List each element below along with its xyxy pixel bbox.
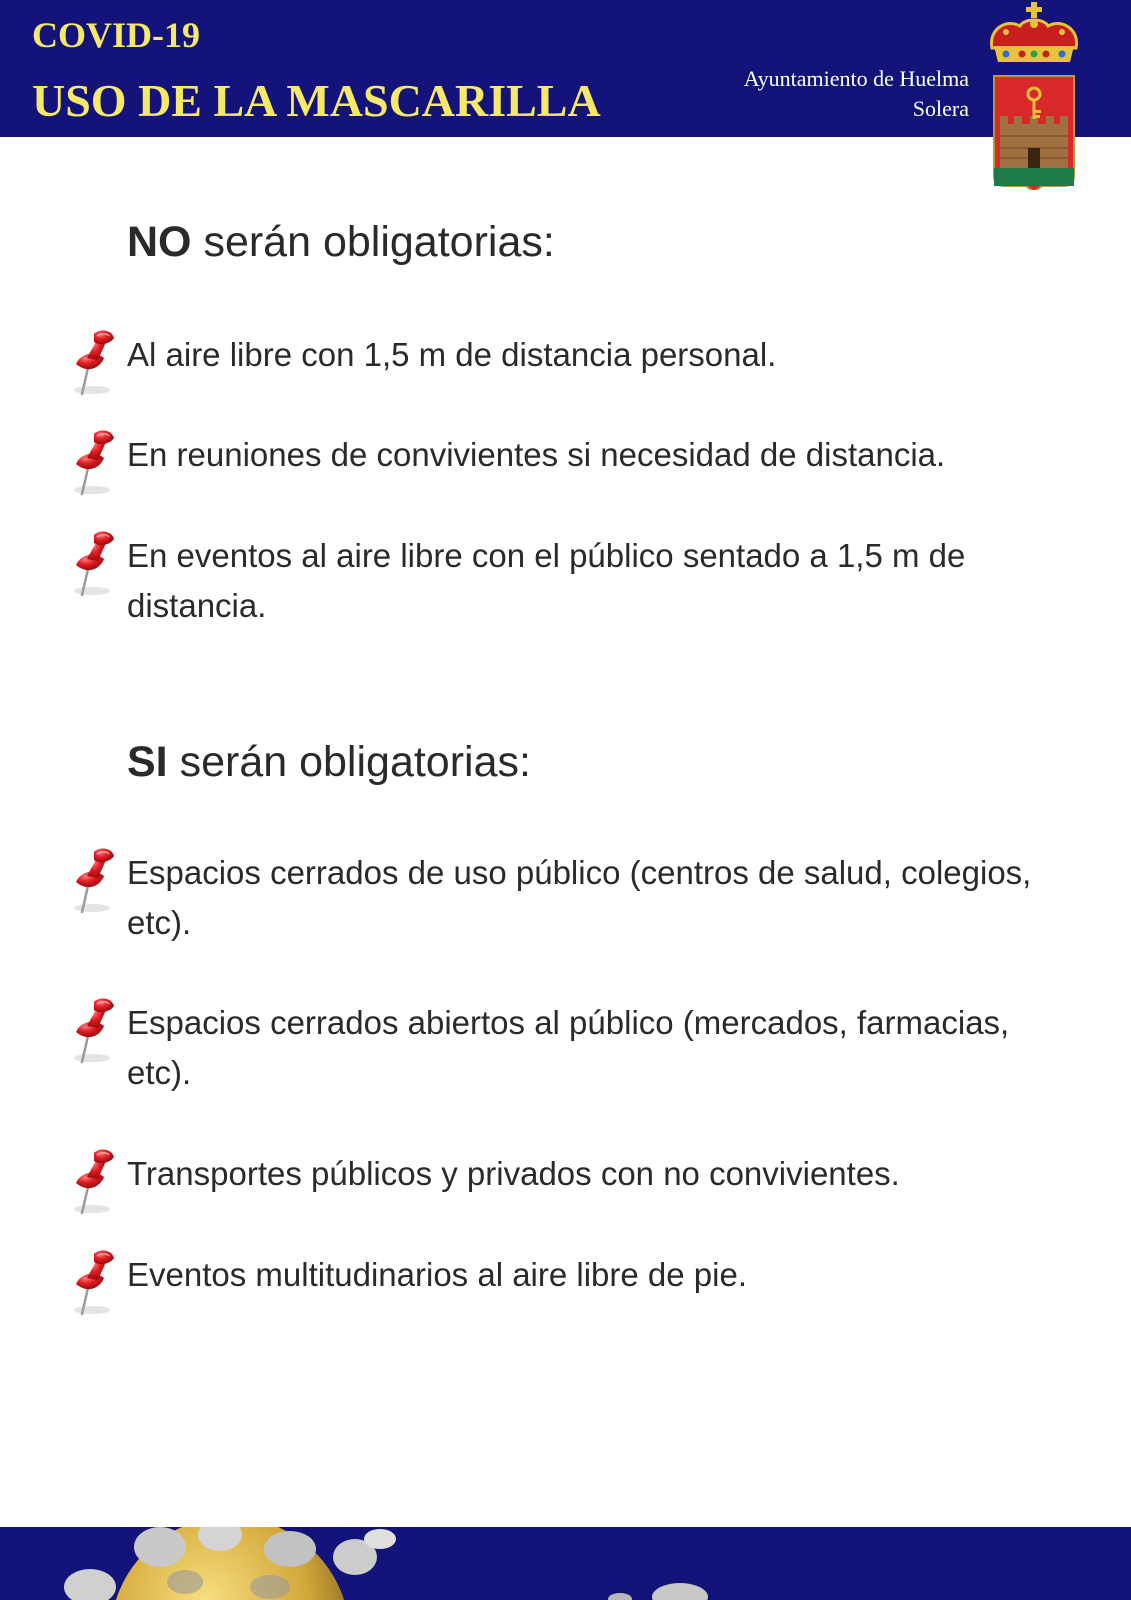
pushpin-icon <box>70 996 122 1068</box>
coronavirus-icon <box>0 1527 1131 1600</box>
pushpin-icon <box>70 328 122 400</box>
pushpin-icon <box>70 846 122 918</box>
org-line-1: Ayuntamiento de Huelma <box>743 66 969 91</box>
list-item-text: Espacios cerrados de uso público (centros de salud, colegios, etc). <box>127 854 1032 941</box>
header-kicker: COVID-19 <box>32 15 200 55</box>
list-item-text: Espacios cerrados abiertos al público (mercados, farmacias, etc). <box>127 1004 1010 1091</box>
section-title-bold: SI <box>127 738 168 786</box>
list-item-text: En eventos al aire libre con el público sentado a 1,5 m de distancia. <box>127 537 966 624</box>
list-item-text: Transportes públicos y privados con no convivientes. <box>127 1155 900 1192</box>
org-line-2: Solera <box>912 96 969 121</box>
header-banner <box>0 0 1131 137</box>
section-title-no <box>127 218 555 267</box>
section-title-si <box>127 738 531 787</box>
coat-of-arms-icon <box>984 0 1084 190</box>
header-title: USO DE LA MASCARILLA <box>32 75 601 126</box>
list-item-text: En reuniones de convivientes si necesidad de distancia. <box>127 436 946 473</box>
list-item-text: Eventos multitudinarios al aire libre de pie. <box>127 1256 747 1293</box>
pushpin-icon <box>70 529 122 601</box>
section-title-bold: NO <box>127 218 192 266</box>
footer-banner <box>0 1527 1131 1600</box>
list-item-text: Al aire libre con 1,5 m de distancia personal. <box>127 336 777 373</box>
pushpin-icon <box>70 1147 122 1219</box>
section-title-rest: serán obligatorias: <box>167 738 531 786</box>
pushpin-icon <box>70 1248 122 1320</box>
section-title-rest: serán obligatorias: <box>191 218 555 266</box>
pushpin-icon <box>70 428 122 500</box>
header-organization <box>744 64 969 124</box>
